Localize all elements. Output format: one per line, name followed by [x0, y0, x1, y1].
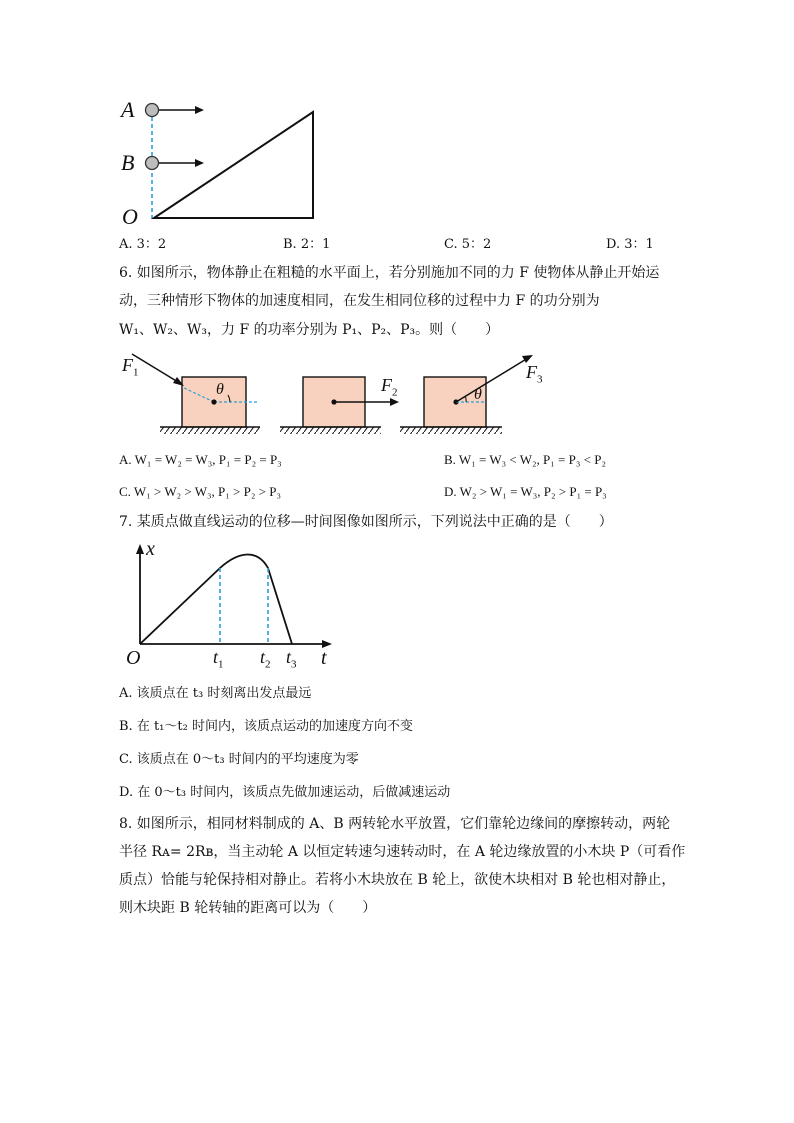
q8-stem-line4: 则木块距 B 轮转轴的距离可以为（ ）: [119, 900, 377, 916]
q5-option-c: C. 5：2: [444, 237, 492, 252]
f2-label: $F_2$: [381, 375, 398, 399]
label-a: A: [121, 97, 135, 122]
q8-stem-line1: 8. 如图所示，相同材料制成的 A、B 两转轮水平放置，它们靠轮边缘间的摩擦转动，两轮: [119, 816, 671, 832]
q6-diagram: [118, 352, 568, 438]
case-1: [132, 354, 260, 434]
q5-option-b: B. 2：1: [283, 237, 331, 252]
case-3: [400, 355, 533, 434]
q6-stem-line1: 6. 如图所示，物体静止在粗糙的水平面上，若分别施加不同的力 F 使物体从静止开始运: [119, 265, 660, 281]
f3-label: $F_3$: [526, 362, 543, 386]
graph-t2: $t_2$: [260, 647, 271, 671]
q6-option-d: D. W₂ > W₁ = W₃, P₂ > P₁ = P₃: [444, 484, 607, 499]
q7-option-b: B. 在 t₁～t₂ 时间内，该质点运动的加速度方向不变: [119, 719, 413, 734]
graph-t-label: t: [321, 647, 327, 669]
q8-stem-line2: 半径 Rᴀ= 2Rʙ，当主动轮 A 以恒定转速匀速转动时，在 A 轮边缘放置的小木块 P（可看作: [119, 844, 686, 860]
arrow-a-head: [195, 106, 204, 114]
label-o: O: [122, 204, 138, 229]
q5-option-a: A. 3：2: [119, 237, 167, 252]
q7-option-c: C. 该质点在 0～t₃ 时间内的平均速度为零: [119, 752, 359, 767]
force-f2-head: [390, 398, 399, 406]
label-b: B: [121, 150, 135, 175]
graph-t1: $t_1$: [213, 647, 224, 671]
arrow-b-head: [195, 159, 204, 167]
q6-option-c: C. W₁ > W₂ > W₃, P₁ > P₂ > P₃: [119, 484, 281, 499]
graph-x-label: x: [146, 538, 155, 560]
q7-option-a: A. 该质点在 t₃ 时刻离出发点最远: [119, 686, 312, 701]
q8-stem-line3: 质点）恰能与轮保持相对静止。若将小木块放在 B 轮上，欲使木块相对 B 轮也相对静止，: [119, 872, 676, 888]
incline-triangle: [154, 112, 313, 218]
q5-diagram: [110, 90, 330, 230]
x-t-curve: [140, 555, 292, 645]
q6-option-b: B. W₁ = W₃ < W₂, P₁ = P₃ < P₂: [444, 452, 606, 467]
q6-stem-line3: W₁、W₂、W₃，力 F 的功率分别为 P₁、P₂、P₃。则（ ）: [119, 322, 500, 338]
q5-option-d: D. 3：1: [606, 237, 654, 252]
ball-b: [146, 157, 159, 170]
graph-origin: O: [126, 647, 141, 669]
q6-option-a: A. W₁ = W₂ = W₃, P₁ = P₂ = P₃: [119, 452, 282, 467]
theta-label-3: θ: [474, 386, 482, 403]
ball-a: [146, 104, 159, 117]
q7-option-d: D. 在 0～t₃ 时间内，该质点先做加速运动，后做减速运动: [119, 785, 451, 800]
f1-label: $F_1$: [122, 355, 139, 379]
q5-figure: [110, 90, 330, 230]
theta-label-1: θ: [216, 381, 224, 398]
force-f1-shaft: [132, 354, 178, 382]
q6-figure: [118, 352, 568, 438]
q7-stem: 7. 某质点做直线运动的位移—时间图像如图所示，下列说法中正确的是（ ）: [119, 514, 613, 530]
q6-stem-line2: 动，三种情形下物体的加速度相同，在发生相同位移的过程中力 F 的功分别为: [119, 293, 600, 309]
graph-t3: $t_3$: [286, 647, 297, 671]
